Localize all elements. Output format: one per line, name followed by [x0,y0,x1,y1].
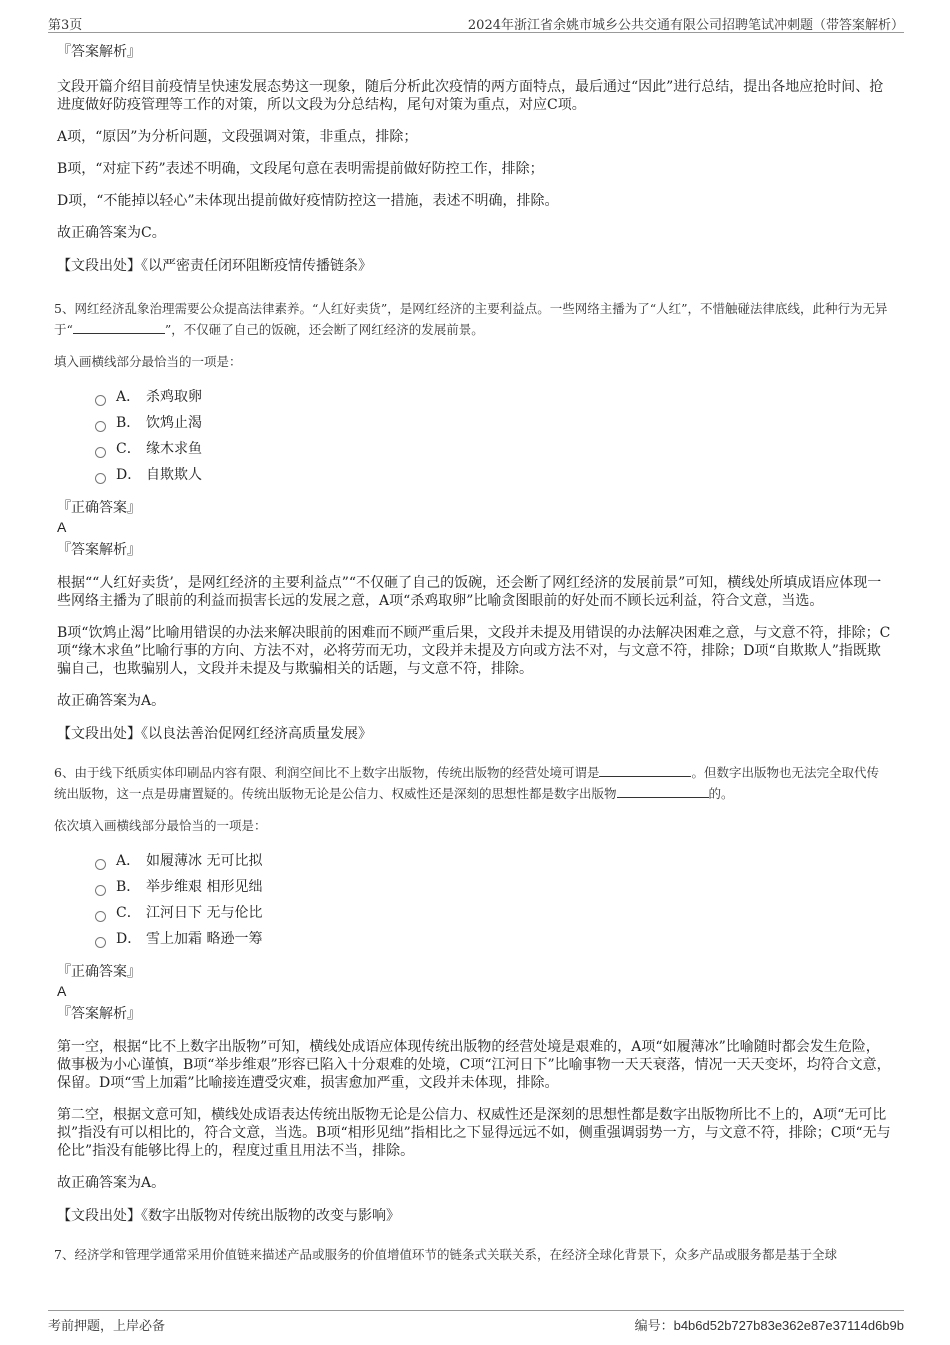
analysis-title: 『答案解析』 [57,1006,141,1022]
question-5-stem [54,298,891,340]
document-code [635,1315,904,1334]
analysis-paragraph: 第一空，根据“比不上数字出版物”可知，横线处成语应体现传统出版物的经营处境是艰难的，A项“如履薄冰”比喻随时都会发生危险，做事极为小心谨慎，B项“举步维艰”形容已陷入十分艰难的处境，C项“江河日下”比喻事物一天天衰落，情况一天天变坏，均符合文意，保留。D项“雪上加霜”比喻接连遭受灾难，损害愈加严重，文段并未体现，排除。 [57,1039,891,1091]
analysis-title: 『答案解析』 [57,542,141,558]
correct-answer: A [57,519,67,535]
analysis-paragraph: B项，“对症下药”表述不明确，文段尾句意在表明需提前做好防控工作，排除； [57,161,544,177]
answer-statement: 故正确答案为A。 [57,1175,166,1191]
question-5-options [95,384,891,488]
option-a[interactable]: A． 如履薄冰 无可比拟 [95,848,891,874]
document-title: 2024年浙江省余姚市城乡公共交通有限公司招聘笔试冲刺题（带答案解析） [467,18,904,33]
option-d[interactable]: D． 雪上加霜 略逊一筹 [95,926,891,952]
question-instruction: 填入画横线部分最恰当的一项是： [54,354,242,369]
option-c[interactable]: C． 江河日下 无与伦比 [95,900,891,926]
radio-icon[interactable] [95,911,106,922]
source-citation: 【文段出处】《以严密责任闭环阻断疫情传播链条》 [57,258,372,274]
question-7-stem: 7、经济学和管理学通常采用价值链来描述产品或服务的价值增值环节的链条式关联关系，在经济全球化背景下，众多产品或服务都是基于全球 [54,1247,837,1262]
correct-answer-title: 『正确答案』 [57,964,141,980]
correct-answer: A [57,983,67,999]
radio-icon[interactable] [95,447,106,458]
question-text: 6、由于线下纸质实体印刷品内容有限、利润空间比不上数字出版物，传统出版物的经营处境可谓是 [54,765,600,780]
source-citation: 【文段出处】《以良法善治促网红经济高质量发展》 [57,726,372,742]
code-label: 编号： [634,1319,674,1334]
page-header [48,12,904,33]
question-text: ”，不仅砸了自己的饭碗，还会断了网红经济的发展前景。 [164,322,484,337]
fill-blank [73,321,165,334]
option-a[interactable]: A． 杀鸡取卵 [95,384,891,410]
option-b[interactable]: B． 举步维艰 相形见绌 [95,874,891,900]
radio-icon[interactable] [95,473,106,484]
radio-icon[interactable] [95,885,106,896]
correct-answer-title: 『正确答案』 [57,500,141,516]
analysis-paragraph: B项“饮鸩止渴”比喻用错误的办法来解决眼前的困难而不顾严重后果，文段并未提及用错误的办法解决困难之意，与文意不符，排除；C项“缘木求鱼”比喻行事的方向、方法不对，必将劳而无功，文段并未提及方向或方法不对，与文意不符，排除；D项“自欺欺人”指既欺骗自己，也欺骗别人，文段并未提及与欺骗相关的话题，与文意不符，排除。 [57,625,891,677]
fill-blank [617,785,709,798]
question-6-options [95,848,891,952]
radio-icon[interactable] [95,859,106,870]
radio-icon[interactable] [95,421,106,432]
option-b[interactable]: B． 饮鸩止渴 [95,410,891,436]
analysis-title: 『答案解析』 [57,44,141,60]
analysis-paragraph: D项，“不能掉以轻心”未体现出提前做好疫情防控这一措施，表述不明确，排除。 [57,193,559,209]
question-text: 的。 [708,786,734,801]
question-text: 。但数字出版物也无法完全取代传统出版物，这一点是毋庸置疑的。传统出版物无论是公信力、权威性还是深刻的思想性都是数字出版物 [54,765,879,801]
page-number: 第3页 [48,18,83,33]
question-instruction: 依次填入画横线部分最恰当的一项是： [54,818,267,833]
source-citation: 【文段出处】《数字出版物对传统出版物的改变与影响》 [57,1208,400,1224]
analysis-paragraph: 第二空，根据文意可知，横线处成语表达传统出版物无论是公信力、权威性还是深刻的思想性都是数字出版物所比不上的，A项“无可比拟”指没有可以相比的，符合文意，当选。B项“相形见绌”指相比之下显得远远不如，侧重强调弱势一方，与文意不符，排除；C项“无与伦比”指没有能够比得上的，程度过重且用法不当，排除。 [57,1107,891,1159]
code-value: b4b6d52b727b83e362e87e37114d6b9b [673,1318,904,1333]
analysis-paragraph: 根据““人红好卖货’，是网红经济的主要利益点”“不仅砸了自己的饭碗，还会断了网红经济的发展前景”可知，横线处所填成语应体现一些网络主播为了眼前的利益而损害长远的发展之意，A项“杀鸡取卵”比喻贪图眼前的好处而不顾长远利益，符合文意，当选。 [57,575,882,609]
option-d[interactable]: D． 自欺欺人 [95,462,891,488]
footer-slogan: 考前押题，上岸必备 [48,1319,166,1334]
option-c[interactable]: C． 缘木求鱼 [95,436,891,462]
answer-statement: 故正确答案为C。 [57,225,166,241]
question-6-stem [54,762,891,804]
fill-blank [599,764,691,777]
radio-icon[interactable] [95,395,106,406]
radio-icon[interactable] [95,937,106,948]
answer-statement: 故正确答案为A。 [57,693,166,709]
page-content [54,42,891,1277]
question-text: 5、网红经济乱象治理需要公众提高法律素养。“人红好卖货”，是网红经济的主要利益点。一些网络主播为了“人红”，不惜触碰法律底线，此种行为无异于“ [54,301,888,337]
analysis-paragraph: A项，“原因”为分析问题，文段强调对策，非重点，排除； [57,129,418,145]
page-footer [48,1310,904,1333]
analysis-paragraph: 文段开篇介绍目前疫情呈快速发展态势这一现象，随后分析此次疫情的两方面特点，最后通过“因此”进行总结，提出各地应抢时间、抢进度做好防疫管理等工作的对策，所以文段为分总结构，尾句对策为重点，对应C项。 [57,79,884,113]
